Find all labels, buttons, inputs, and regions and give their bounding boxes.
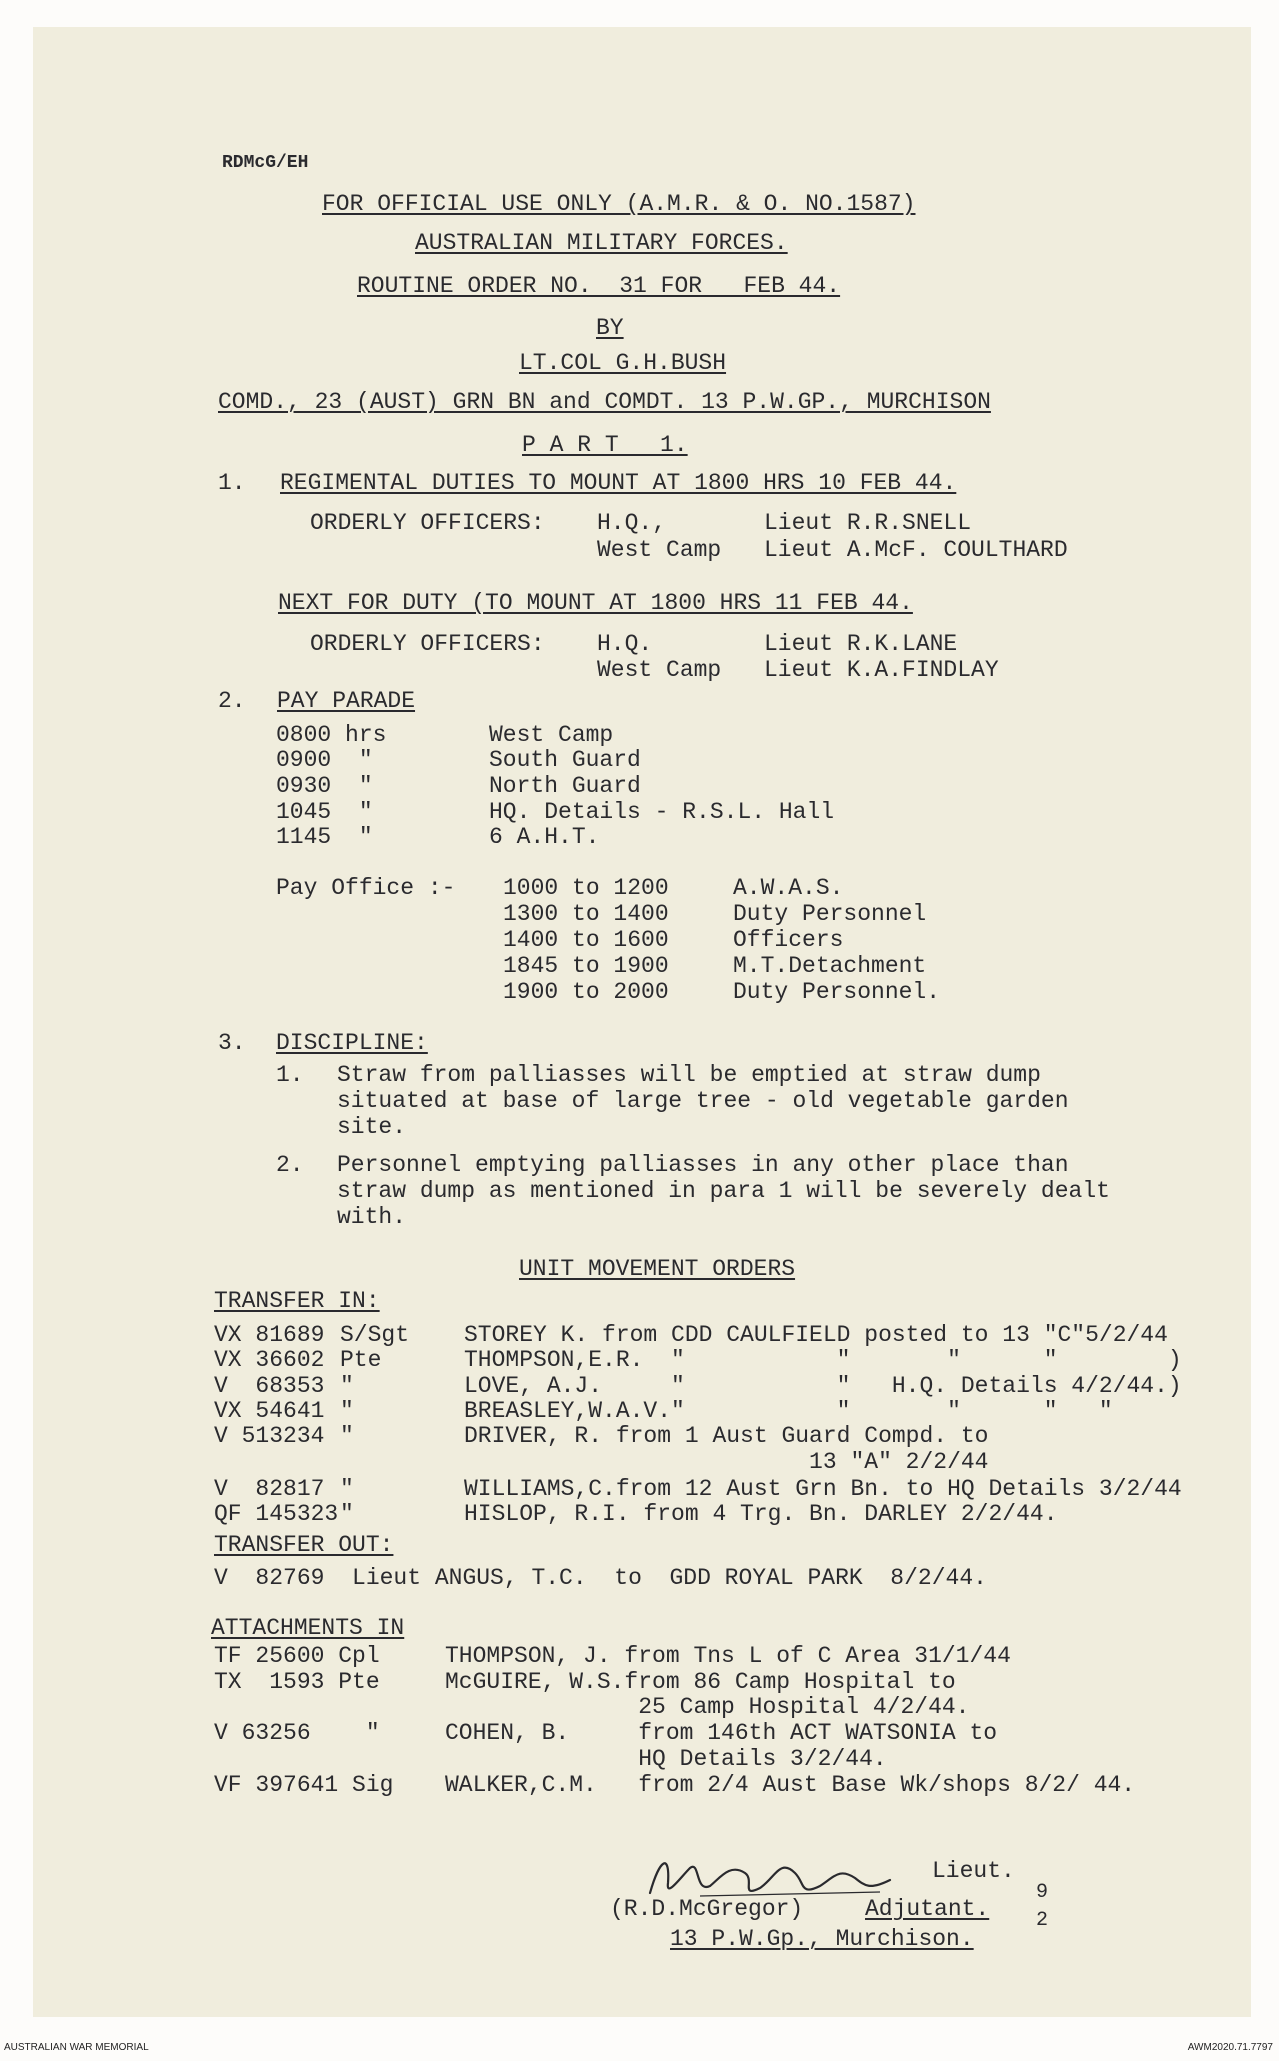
pay-time: 0800 hrs	[276, 722, 387, 748]
pay-location: West Camp	[489, 722, 614, 748]
office-group: Duty Personnel	[733, 901, 927, 927]
discipline-text: site.	[337, 1114, 407, 1140]
rank: S/Sgt	[340, 1322, 410, 1348]
movement-text: HISLOP, R.I. from 4 Trg. Bn. DARLEY 2/2/44.	[464, 1501, 1058, 1527]
pay-office-label: Pay Office :-	[276, 875, 456, 901]
page-number-total: 2	[1036, 1909, 1049, 1932]
duty-officer: Lieut R.K.LANE	[764, 631, 958, 657]
command-heading: COMD., 23 (AUST) GRN BN and COMDT. 13 P.W.GP., MURCHISON	[218, 389, 991, 415]
footer-right: AWM2020.71.7797	[1187, 2042, 1273, 2053]
pay-time: 0930 "	[276, 773, 373, 799]
rank: Pte	[340, 1347, 382, 1373]
orderly-officers-label: ORDERLY OFFICERS:	[310, 510, 545, 536]
movement-title: UNIT MOVEMENT ORDERS	[519, 1256, 796, 1282]
signature-rank: Lieut.	[932, 1858, 1015, 1884]
signature-role: Adjutant.	[865, 1896, 990, 1922]
rank: "	[340, 1373, 354, 1399]
movement-text: HQ Details 3/2/44.	[445, 1746, 887, 1772]
officer-heading: LT.COL G.H.BUSH	[519, 350, 727, 376]
signature-name: (R.D.McGregor)	[610, 1896, 804, 1922]
pay-time: 1145 "	[276, 824, 373, 850]
rank: "	[340, 1423, 354, 1449]
discipline-text: Straw from palliasses will be emptied at straw dump	[337, 1062, 1041, 1088]
duty-location: West Camp	[597, 657, 722, 683]
transfer-in-heading: TRANSFER IN:	[214, 1288, 380, 1314]
section-3-number: 3.	[218, 1030, 246, 1056]
duty-officer: Lieut K.A.FINDLAY	[764, 657, 999, 683]
footer-left: AUSTRALIAN WAR MEMORIAL	[4, 2042, 149, 2053]
office-group: M.T.Detachment	[733, 953, 927, 979]
service-number: V 63256 "	[214, 1720, 380, 1746]
office-time: 1400 to 1600	[503, 927, 669, 953]
section-1-title: REGIMENTAL DUTIES TO MOUNT AT 1800 HRS 10 FEB 44.	[280, 470, 957, 496]
movement-text: LOVE, A.J. " " H.Q. Details 4/2/44.)	[464, 1373, 1182, 1399]
discipline-text: situated at base of large tree - old vegetable garden	[337, 1088, 1069, 1114]
movement-text: STOREY K. from CDD CAULFIELD posted to 13 "C"5/2/44	[464, 1322, 1168, 1348]
office-time: 1845 to 1900	[503, 953, 669, 979]
movement-text: DRIVER, R. from 1 Aust Guard Compd. to	[464, 1423, 989, 1449]
service-number: QF 145323	[214, 1501, 339, 1527]
part-heading: P A R T 1.	[522, 432, 688, 458]
service-number: V 513234	[214, 1423, 325, 1449]
service-number: V 68353	[214, 1373, 325, 1399]
section-3-title: DISCIPLINE:	[276, 1030, 428, 1056]
next-duty-title: NEXT FOR DUTY (TO MOUNT AT 1800 HRS 11 FEB 44.	[278, 590, 913, 616]
by-heading: BY	[596, 315, 624, 341]
office-group: Duty Personnel.	[733, 979, 941, 1005]
attachments-heading: ATTACHMENTS IN	[211, 1615, 405, 1641]
force-heading: AUSTRALIAN MILITARY FORCES.	[415, 230, 788, 256]
reference-code: RDMcG/EH	[222, 153, 309, 173]
duty-location: West Camp	[597, 537, 722, 563]
duty-officer: Lieut R.R.SNELL	[764, 510, 972, 536]
movement-text: 25 Camp Hospital 4/2/44.	[445, 1694, 970, 1720]
signature-unit: 13 P.W.Gp., Murchison.	[670, 1926, 974, 1952]
orderly-officers-label: ORDERLY OFFICERS:	[310, 631, 545, 657]
duty-location: H.Q.	[597, 631, 653, 657]
service-number: VX 54641	[214, 1398, 325, 1424]
pay-location: South Guard	[489, 747, 641, 773]
pay-location: 6 A.H.T.	[489, 824, 600, 850]
service-number: TF 25600 Cpl	[214, 1643, 380, 1669]
movement-text: 13 "A" 2/2/44	[464, 1449, 989, 1475]
rank: "	[340, 1501, 354, 1527]
section-2-title: PAY PARADE	[277, 688, 416, 714]
duty-officer: Lieut A.McF. COULTHARD	[764, 537, 1068, 563]
service-number: VF 397641 Sig	[214, 1772, 394, 1798]
rank: "	[340, 1476, 354, 1502]
movement-text: COHEN, B. from 146th ACT WATSONIA to	[445, 1720, 998, 1746]
service-number: V 82817	[214, 1476, 325, 1502]
discipline-item-number: 1.	[276, 1062, 304, 1088]
order-heading: ROUTINE ORDER NO. 31 FOR FEB 44.	[357, 273, 841, 299]
pay-location: North Guard	[489, 773, 641, 799]
movement-text: WALKER,C.M. from 2/4 Aust Base Wk/shops 8/2/ 44.	[445, 1772, 1136, 1798]
office-group: Officers	[733, 927, 844, 953]
movement-text: WILLIAMS,C.from 12 Aust Grn Bn. to HQ Details 3/2/44	[464, 1476, 1182, 1502]
pay-location: HQ. Details - R.S.L. Hall	[489, 799, 835, 825]
service-number: VX 36602	[214, 1347, 325, 1373]
section-1-number: 1.	[218, 470, 246, 496]
movement-text: THOMPSON,E.R. " " " " )	[464, 1347, 1182, 1373]
movement-text: THOMPSON, J. from Tns L of C Area 31/1/44	[445, 1643, 1011, 1669]
pay-time: 0900 "	[276, 747, 373, 773]
duty-location: H.Q.,	[597, 510, 667, 536]
discipline-text: straw dump as mentioned in para 1 will be severely dealt	[337, 1178, 1110, 1204]
office-time: 1300 to 1400	[503, 901, 669, 927]
office-time: 1000 to 1200	[503, 875, 669, 901]
office-group: A.W.A.S.	[733, 875, 844, 901]
discipline-text: Personnel emptying palliasses in any other place than	[337, 1152, 1069, 1178]
movement-text: McGUIRE, W.S.from 86 Camp Hospital to	[445, 1669, 956, 1695]
section-2-number: 2.	[218, 688, 246, 714]
movement-text: BREASLEY,W.A.V." " " " "	[464, 1398, 1113, 1424]
rank: "	[340, 1398, 354, 1424]
security-heading: FOR OFFICIAL USE ONLY (A.M.R. & O. NO.1587)	[322, 191, 916, 217]
transfer-out-row: V 82769 Lieut ANGUS, T.C. to GDD ROYAL PARK 8/2/44.	[214, 1565, 987, 1591]
office-time: 1900 to 2000	[503, 979, 669, 1005]
service-number: TX 1593 Pte	[214, 1669, 380, 1695]
discipline-text: with.	[337, 1204, 407, 1230]
page-number: 9	[1036, 1881, 1049, 1904]
pay-time: 1045 "	[276, 799, 373, 825]
discipline-item-number: 2.	[276, 1152, 304, 1178]
transfer-out-heading: TRANSFER OUT:	[214, 1532, 394, 1558]
service-number: VX 81689	[214, 1322, 325, 1348]
